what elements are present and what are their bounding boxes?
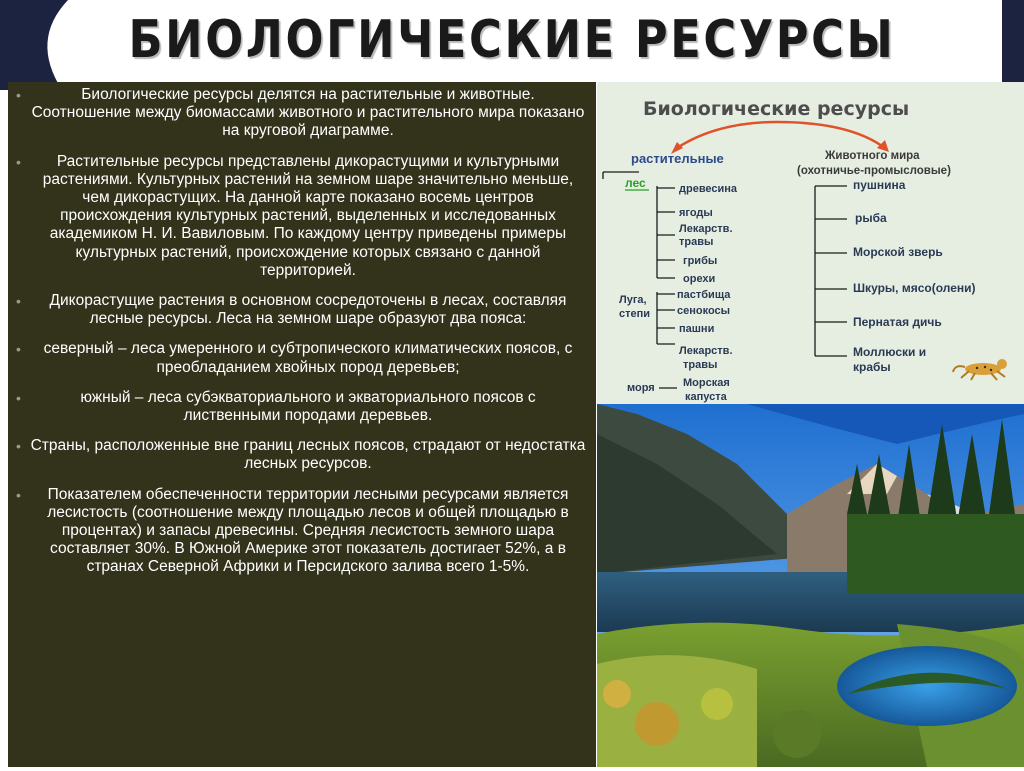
item-hayfields: сенокосы <box>677 305 731 317</box>
item-arable: пашни <box>679 323 715 335</box>
item-seaweed-1: Морская <box>683 377 730 389</box>
item-furs: пушнина <box>853 178 906 192</box>
item-molluscs-2: крабы <box>853 360 891 374</box>
left-items <box>677 183 738 403</box>
arrow-left <box>677 122 777 148</box>
page-title: БИОЛОГИЧЕСКИЕ РЕСУРСЫ <box>128 10 896 70</box>
label-forest: лес <box>625 176 646 190</box>
item-seaweed-2: капуста <box>685 391 727 403</box>
item-herbs-2: травы <box>679 236 714 248</box>
item-nuts: орехи <box>683 273 716 285</box>
item-herbs2-2: травы <box>683 359 718 371</box>
paragraph-1: • Биологические ресурсы делятся на растительные и животные. Соотношение между биомассами животного и растительного мира показано на круговой диаграмме. <box>16 86 585 140</box>
item-herbs2-1: Лекарств. <box>679 345 733 357</box>
diagram-title: Биологические ресурсы <box>643 98 910 120</box>
head-plants: растительные <box>631 151 724 166</box>
paragraph-6: • Страны, расположенные вне границ лесных поясов, страдают от недостатка лесных ресурсов. <box>16 437 586 473</box>
item-fowl: Пернатая дичь <box>853 315 942 329</box>
label-meadows-2: степи <box>619 308 651 320</box>
item-sea-animal: Морской зверь <box>853 245 943 259</box>
item-molluscs-1: Моллюски и <box>853 345 927 359</box>
text-panel <box>8 82 596 767</box>
item-mushrooms: грибы <box>683 255 718 267</box>
item-berries: ягоды <box>679 207 713 219</box>
paragraph-4: • северный – леса умеренного и субтропического климатических поясов, с преобладанием хвойных пород деревьев; <box>16 340 573 376</box>
item-pastures: пастбища <box>677 289 731 301</box>
paragraph-2: • Растительные ресурсы представлены дикорастущими и культурными растениями. Культурных растений на земном шаре значительно меньше, чем дикорастущих. На данной карте показано восемь центров происхождения культурных растений, выделенных и исследованных академиком Н. И. Вавиловым. По каждому центру приведены примеры культурных растений, происхождение которых связано с данной территорией. <box>16 152 574 279</box>
item-fish: рыба <box>855 211 887 225</box>
resources-diagram <box>597 82 1024 404</box>
corner-decoration-left <box>0 0 80 90</box>
right-tree-lines <box>815 186 847 356</box>
left-tree-lines <box>603 172 677 388</box>
item-herbs-1: Лекарств. <box>679 223 733 235</box>
arrow-right <box>777 122 882 146</box>
corner-decoration-right <box>1002 0 1024 82</box>
cheetah-illustration <box>953 359 1007 380</box>
label-seas: моря <box>627 382 655 394</box>
paragraph-3: • Дикорастущие растения в основном сосредоточены в лесах, составляя лесные ресурсы. Леса на земном шаре образуют два пояса: <box>16 292 567 328</box>
item-hides: Шкуры, мясо(олени) <box>853 281 976 295</box>
landscape-photo <box>597 404 1024 767</box>
paragraph-5: • южный – леса субэкваториального и экваториального поясов с лиственными породами деревьев. <box>16 388 536 425</box>
head-animals-2: (охотничье-промысловые) <box>797 165 951 177</box>
item-wood: древесина <box>679 183 738 195</box>
right-items <box>853 178 976 374</box>
paragraph-7: • Показателем обеспеченности территории лесными ресурсами является лесистость (соотношение между площадью лесов и общей площадью в процентах) и запасы древесины. Средняя лесистость земного шара составляет 30%. В Южной Америке этот показатель достигает 52%, а в странах Северной Африки и Персидского залива всего 1-5%. <box>16 485 569 576</box>
head-animals-1: Животного мира <box>825 150 920 162</box>
label-meadows-1: Луга, <box>619 294 647 306</box>
